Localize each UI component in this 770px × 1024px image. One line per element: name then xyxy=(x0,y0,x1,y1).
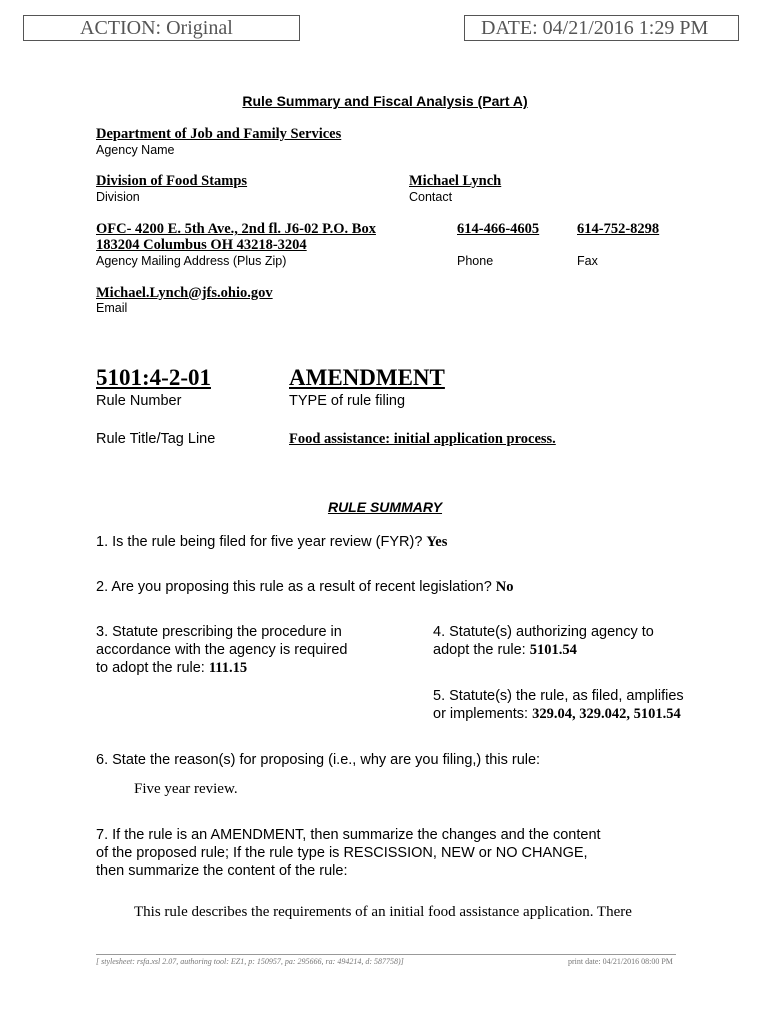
division-label: Division xyxy=(96,190,140,204)
question-5 xyxy=(433,687,753,723)
question-6-text: 6. State the reason(s) for proposing (i.e., why are you filing,) this rule: xyxy=(96,752,541,768)
fax-label: Fax xyxy=(577,254,598,268)
rule-title: Food assistance: initial application process. xyxy=(289,431,556,447)
question-7-line-2: of the proposed rule; If the rule type is RESCISSION, NEW or NO CHANGE, xyxy=(96,845,588,861)
question-4-line-1: 4. Statute(s) authorizing agency to xyxy=(433,624,654,640)
question-1 xyxy=(96,533,447,551)
fax-value: 614-752-8298 xyxy=(577,221,660,237)
question-3-line-3: to adopt the rule: xyxy=(96,660,205,676)
question-3 xyxy=(96,623,416,677)
agency-name-label: Agency Name xyxy=(96,143,175,157)
rule-type-label: TYPE of rule filing xyxy=(289,393,406,409)
question-4-line-2: adopt the rule: xyxy=(433,642,526,658)
email-label: Email xyxy=(96,301,128,315)
contact-label: Contact xyxy=(409,190,453,204)
question-3-line-1: 3. Statute prescribing the procedure in xyxy=(96,624,342,640)
action-box: ACTION: Original xyxy=(23,15,300,41)
address-label: Agency Mailing Address (Plus Zip) xyxy=(96,254,287,268)
answer-4: 5101.54 xyxy=(529,642,577,658)
answer-2: No xyxy=(495,579,514,595)
phone-label: Phone xyxy=(457,254,494,268)
question-2-text: 2. Are you proposing this rule as a result of recent legislation? xyxy=(96,579,492,595)
question-2 xyxy=(96,578,514,596)
division-value: Division of Food Stamps xyxy=(96,173,248,189)
question-5-line-2: or implements: xyxy=(433,706,529,722)
address-line-2: 183204 Columbus OH 43218-3204 xyxy=(96,237,307,253)
question-1-text: 1. Is the rule being filed for five year review (FYR)? xyxy=(96,534,423,550)
answer-5: 329.04, 329.042, 5101.54 xyxy=(532,706,681,722)
answer-3: 111.15 xyxy=(208,660,248,676)
footer-divider xyxy=(96,954,676,955)
footer-print-date: print date: 04/21/2016 08:00 PM xyxy=(568,957,673,966)
rule-number-label: Rule Number xyxy=(96,393,182,409)
question-4 xyxy=(433,623,733,659)
agency-name: Department of Job and Family Services xyxy=(96,126,342,142)
rule-title-label: Rule Title/Tag Line xyxy=(96,431,216,447)
question-7-line-1: 7. If the rule is an AMENDMENT, then summarize the changes and the content xyxy=(96,827,601,843)
question-5-line-1: 5. Statute(s) the rule, as filed, amplifies xyxy=(433,688,684,704)
rule-summary-heading: RULE SUMMARY xyxy=(327,499,443,515)
email-value: Michael.Lynch@jfs.ohio.gov xyxy=(96,285,273,301)
rule-type: AMENDMENT xyxy=(289,365,445,390)
date-box: DATE: 04/21/2016 1:29 PM xyxy=(464,15,739,41)
answer-1: Yes xyxy=(426,534,448,550)
question-7 xyxy=(96,826,716,880)
contact-value: Michael Lynch xyxy=(409,173,502,189)
phone-value: 614-466-4605 xyxy=(457,221,540,237)
address-line-1: OFC- 4200 E. 5th Ave., 2nd fl. J6-02 P.O. Box xyxy=(96,221,376,237)
rule-number: 5101:4-2-01 xyxy=(96,365,211,390)
question-3-line-2: accordance with the agency is required xyxy=(96,642,348,658)
answer-7: This rule describes the requirements of an initial food assistance application. There xyxy=(134,904,632,920)
question-7-line-3: then summarize the content of the rule: xyxy=(96,863,348,879)
answer-6: Five year review. xyxy=(134,781,238,797)
page-title: Rule Summary and Fiscal Analysis (Part A) xyxy=(242,93,528,109)
footer-stylesheet-info: [ stylesheet: rsfa.xsl 2.07, authoring tool: EZ1, p: 150957, pa: 295666, ra: 494214, d: 587758)] xyxy=(96,957,404,966)
